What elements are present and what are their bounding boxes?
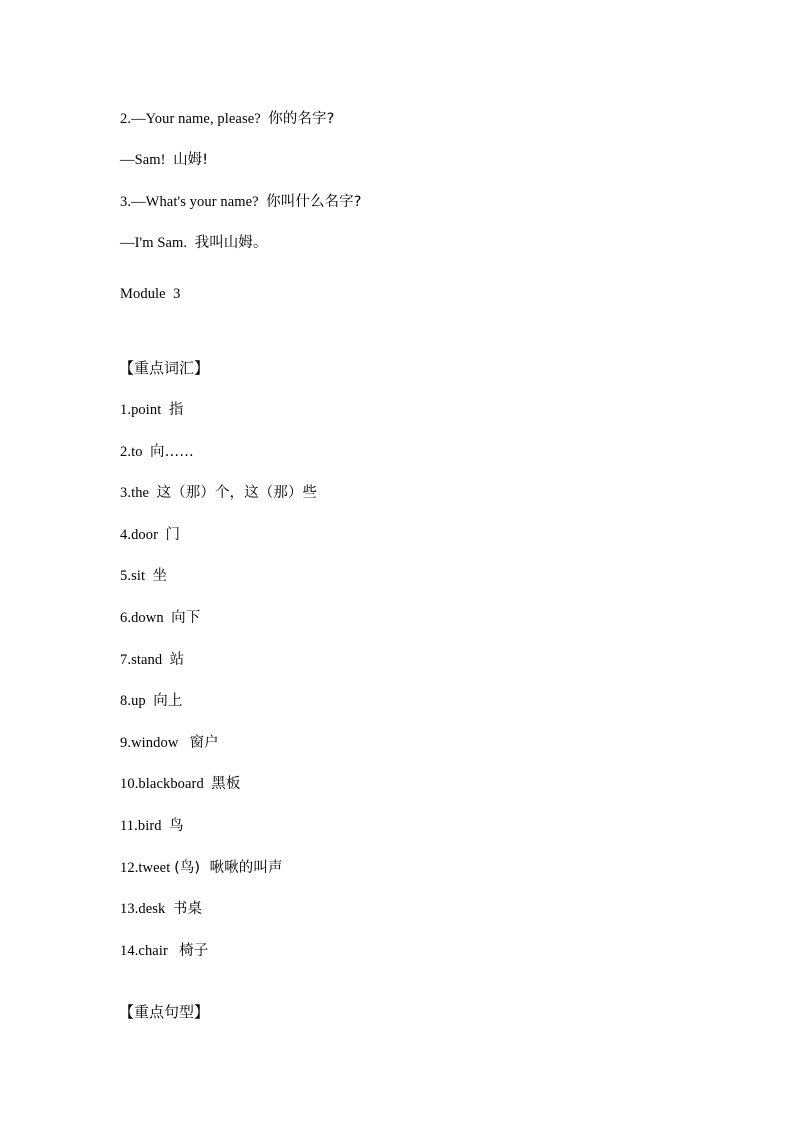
module-title: Module 3	[120, 286, 181, 302]
vocab-heading: 【重点词汇】	[119, 359, 210, 377]
dialogue-chinese: 我叫山姆。	[194, 235, 268, 251]
vocab-meaning: 指	[168, 402, 184, 418]
vocab-item	[120, 817, 184, 835]
dialogue-english: —I'm Sam.	[120, 235, 195, 251]
vocab-word: 4.door	[120, 527, 166, 543]
vocab-meaning: 向下	[171, 610, 201, 626]
vocab-item	[120, 942, 208, 960]
sentence-heading: 【重点句型】	[119, 1003, 210, 1021]
vocab-word: 12.tweet	[120, 860, 175, 876]
vocab-meaning: 向上	[153, 693, 183, 709]
vocab-word: 5.sit	[120, 568, 153, 584]
vocab-meaning: 鸟	[169, 818, 184, 834]
vocab-word: 11.bird	[120, 818, 170, 834]
dialogue-chinese: 你的名字?	[268, 111, 335, 127]
vocab-word: 13.desk	[120, 901, 173, 917]
vocab-meaning: 向……	[150, 444, 194, 460]
vocab-meaning: 站	[169, 652, 185, 668]
vocab-item	[120, 567, 167, 585]
dialogue-line	[120, 110, 334, 128]
vocab-meaning: 门	[165, 527, 181, 543]
vocab-item	[120, 651, 184, 669]
vocab-item	[120, 775, 241, 793]
vocab-word: 6.down	[120, 610, 172, 626]
dialogue-line	[120, 193, 362, 211]
vocab-word: 2.to	[120, 444, 151, 460]
vocab-item	[120, 401, 183, 419]
vocab-item	[120, 526, 180, 544]
vocab-word: 1.point	[120, 402, 169, 418]
vocab-item	[120, 734, 219, 752]
vocab-word: 14.chair	[120, 943, 180, 959]
dialogue-chinese: 山姆!	[173, 152, 209, 168]
vocab-word: 7.stand	[120, 652, 170, 668]
vocab-item	[120, 692, 182, 710]
vocab-meaning: (鸟) 啾啾的叫声	[174, 860, 283, 876]
dialogue-line	[120, 234, 268, 252]
vocab-word: 9.window	[120, 735, 190, 751]
vocab-meaning: 椅子	[179, 943, 209, 959]
dialogue-english: 3.—What's your name?	[120, 194, 267, 210]
dialogue-chinese: 你叫什么名字?	[266, 194, 362, 210]
vocab-meaning: 坐	[152, 568, 168, 584]
vocab-item	[120, 609, 200, 627]
vocab-meaning: 这（那）个，这（那）些	[156, 485, 318, 501]
vocab-word: 10.blackboard	[120, 776, 212, 792]
vocab-item	[120, 859, 283, 877]
vocab-word: 3.the	[120, 485, 157, 501]
dialogue-english: 2.—Your name, please?	[120, 111, 269, 127]
vocab-item	[120, 900, 202, 918]
vocab-item	[120, 484, 317, 502]
vocab-meaning: 书桌	[172, 901, 203, 917]
dialogue-english: —Sam!	[120, 152, 174, 168]
vocab-word: 8.up	[120, 693, 154, 709]
vocab-meaning: 黑板	[211, 776, 241, 792]
dialogue-line	[120, 151, 208, 169]
vocab-meaning: 窗户	[189, 735, 219, 751]
vocab-item	[120, 443, 194, 461]
